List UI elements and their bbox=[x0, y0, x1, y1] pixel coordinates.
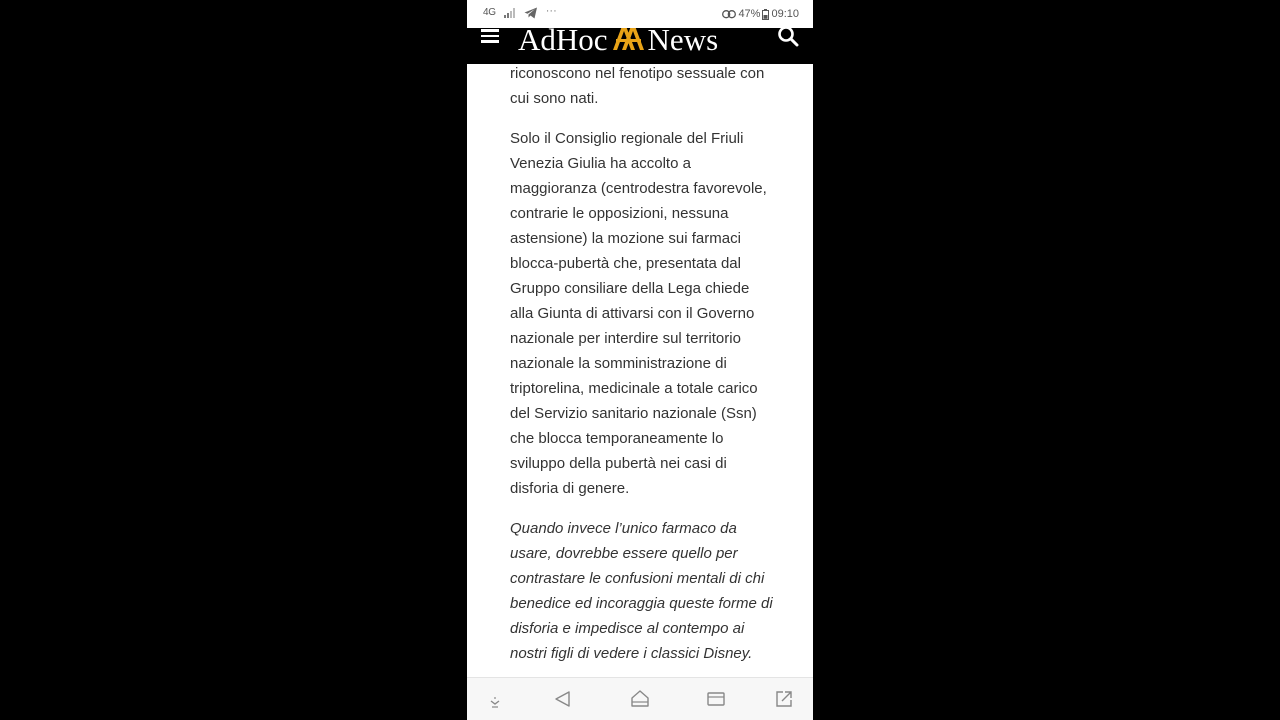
hamburger-menu-icon[interactable] bbox=[481, 28, 501, 46]
logo-text-right: News bbox=[647, 28, 719, 57]
status-bar bbox=[467, 0, 813, 28]
more-notifications: ··· bbox=[545, 5, 557, 17]
article-quote: Quando invece l’unico farmaco da usare, dovrebbe essere quello per contrastare le confusioni mentali di chi benedice ed incoraggia queste forme di disforia e impedisce al contempo ai nostri figli di vedere i classici Disney. bbox=[510, 520, 773, 662]
site-header bbox=[467, 28, 813, 64]
clock: 09:10 bbox=[771, 8, 799, 20]
battery-icon bbox=[762, 9, 769, 20]
article-paragraph: riconoscono nel fenotipo sessuale con cui sono nati. bbox=[510, 65, 765, 107]
search-icon[interactable] bbox=[777, 28, 799, 47]
back-icon[interactable] bbox=[552, 688, 574, 710]
home-icon[interactable] bbox=[629, 688, 651, 710]
system-nav-bar bbox=[467, 677, 813, 720]
screen-expand-icon[interactable] bbox=[773, 688, 795, 710]
hide-keyboard-icon[interactable] bbox=[484, 688, 506, 710]
signal-icon bbox=[504, 8, 516, 18]
recents-icon[interactable] bbox=[705, 688, 727, 710]
logo-mark-icon bbox=[612, 28, 644, 58]
site-logo[interactable] bbox=[518, 28, 718, 64]
phone-screen bbox=[467, 0, 813, 720]
article-body bbox=[510, 61, 775, 681]
logo-text-left: AdHoc bbox=[518, 28, 608, 57]
battery-percent: 47% bbox=[738, 8, 761, 20]
article-paragraph: Solo il Consiglio regionale del Friuli Venezia Giulia ha accolto a maggioranza (centrodestra favorevole, contrarie le opposizioni, nessuna astensione) la mozione sui farmaci blocca-pubertà che, presentata dal Gruppo consiliare della Lega chiede alla Giunta di attivarsi con il Governo nazionale per interdire sul territorio nazionale la somministrazione di triptorelina, medicinale a totale carico del Servizio sanitario nazionale (Ssn) che blocca temporaneamente lo sviluppo della pubertà nei casi di disforia di genere. bbox=[510, 130, 767, 497]
link-icon bbox=[722, 10, 736, 19]
telegram-icon bbox=[524, 7, 538, 19]
network-type: 4G bbox=[483, 7, 496, 18]
